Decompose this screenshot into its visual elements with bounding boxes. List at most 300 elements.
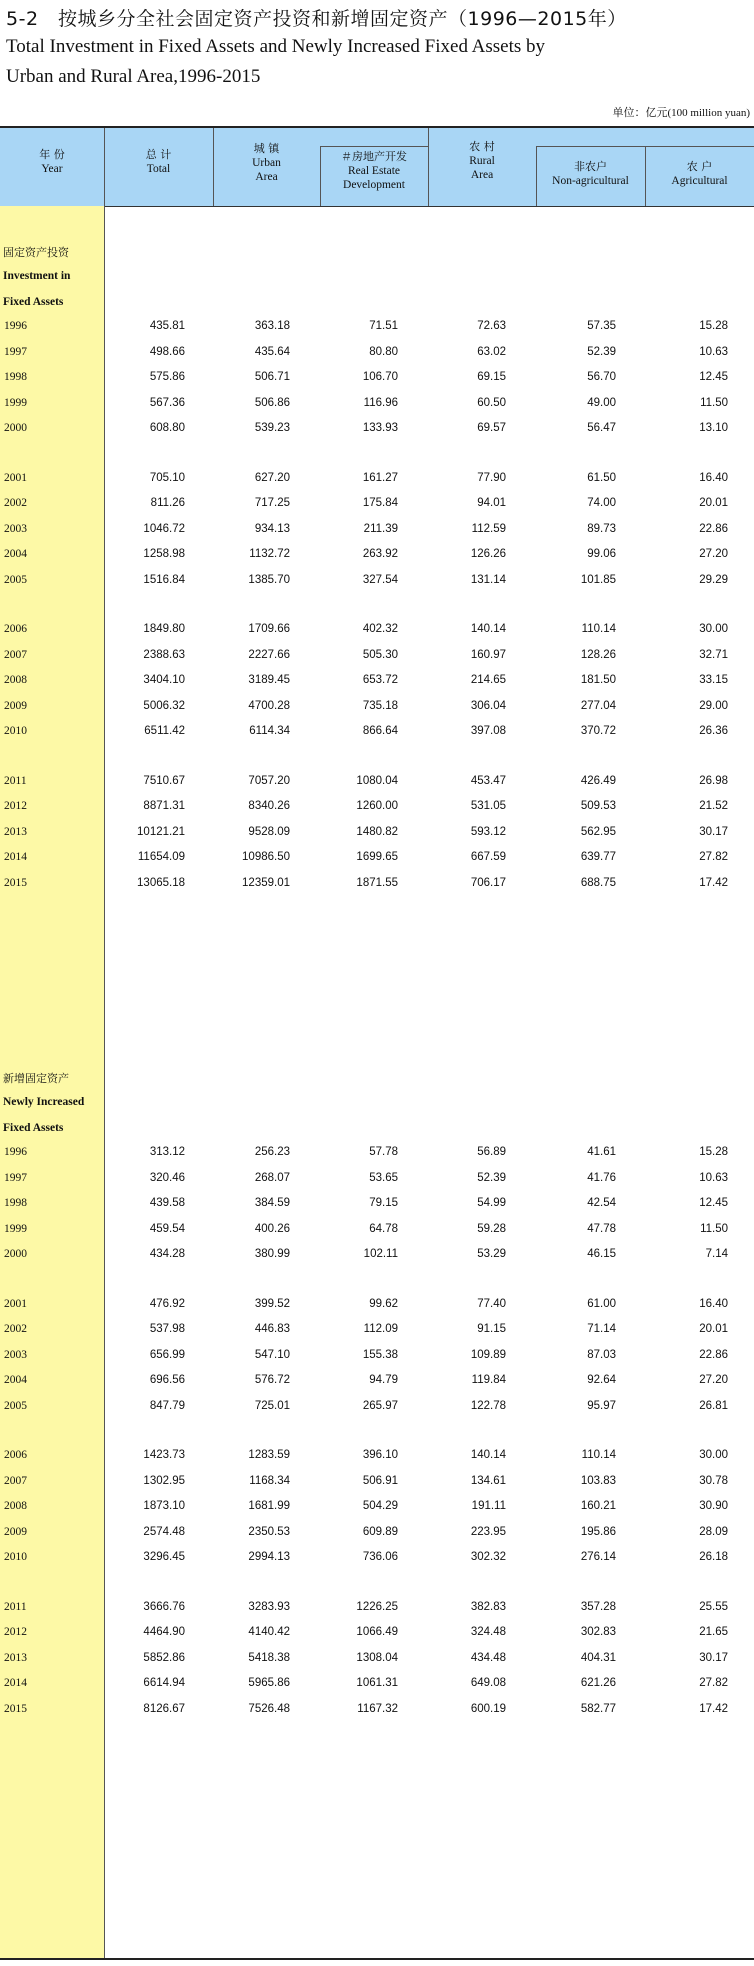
value-real-estate: 64.78	[369, 1222, 398, 1235]
value-rural: 140.14	[470, 623, 506, 635]
value-real-estate: 102.11	[363, 1248, 398, 1260]
row-year: 2007	[4, 1474, 27, 1487]
value-total: 3666.76	[143, 1600, 185, 1613]
value-real-estate: 396.10	[362, 1449, 398, 1461]
value-real-estate: 736.06	[362, 1551, 398, 1563]
table-title-cn: 5-2 按城乡分全社会固定资产投资和新增固定资产（1996—2015年）	[6, 8, 627, 30]
value-real-estate: 265.97	[362, 1399, 398, 1412]
value-non-agricultural: 52.39	[587, 345, 616, 358]
value-total: 1302.95	[143, 1474, 185, 1487]
value-real-estate: 1699.65	[356, 851, 398, 863]
value-agricultural: 26.36	[699, 725, 728, 737]
section-label-cn: 新增固定资产	[3, 1072, 69, 1085]
row-year: 2010	[4, 725, 27, 737]
value-agricultural: 22.86	[699, 522, 728, 535]
value-total: 1849.80	[143, 623, 185, 635]
table-row	[0, 1626, 754, 1644]
value-non-agricultural: 110.14	[581, 623, 616, 635]
row-year: 2015	[4, 1702, 27, 1715]
value-urban: 2350.53	[248, 1525, 290, 1538]
value-urban: 1132.72	[249, 548, 290, 560]
value-total: 811.26	[150, 497, 185, 509]
table-row	[0, 574, 754, 592]
row-year: 2003	[4, 522, 27, 535]
value-rural: 112.59	[471, 522, 506, 535]
header-subdivider	[320, 146, 428, 147]
value-urban: 3283.93	[248, 1600, 290, 1613]
value-non-agricultural: 61.00	[587, 1297, 616, 1310]
value-total: 1423.73	[143, 1449, 185, 1461]
value-real-estate: 99.62	[369, 1297, 398, 1310]
header-year: 年 份 Year	[39, 148, 65, 175]
value-total: 1258.98	[143, 548, 185, 560]
value-urban: 12359.01	[242, 876, 290, 889]
year-column-divider	[104, 206, 105, 1958]
table-row	[0, 1298, 754, 1316]
value-total: 10121.21	[137, 825, 185, 838]
value-non-agricultural: 57.35	[587, 320, 616, 332]
value-agricultural: 11.50	[700, 396, 728, 409]
row-year: 2008	[4, 674, 27, 686]
value-non-agricultural: 71.14	[587, 1323, 616, 1335]
value-rural: 59.28	[477, 1222, 506, 1235]
row-year: 1996	[4, 320, 27, 332]
value-urban: 2227.66	[248, 648, 290, 661]
table-row	[0, 775, 754, 793]
table-row	[0, 700, 754, 718]
value-real-estate: 112.09	[363, 1323, 398, 1335]
value-real-estate: 402.32	[362, 623, 398, 635]
value-non-agricultural: 89.73	[587, 522, 616, 535]
value-total: 696.56	[149, 1374, 185, 1386]
row-year: 2013	[4, 825, 27, 838]
value-rural: 649.08	[470, 1677, 506, 1689]
value-non-agricultural: 56.70	[587, 371, 616, 383]
value-rural: 324.48	[470, 1626, 506, 1638]
header-total: 总 计 Total	[145, 148, 172, 175]
value-rural: 56.89	[477, 1146, 506, 1158]
value-agricultural: 30.17	[699, 825, 728, 838]
value-real-estate: 1480.82	[356, 825, 398, 838]
value-urban: 4140.42	[248, 1626, 290, 1638]
section-label-en: Fixed Assets	[3, 296, 64, 308]
value-agricultural: 15.28	[699, 320, 728, 332]
value-urban: 5965.86	[248, 1677, 290, 1689]
value-total: 476.92	[149, 1297, 185, 1310]
value-total: 847.79	[149, 1399, 185, 1412]
value-rural: 122.78	[470, 1399, 506, 1412]
value-total: 537.98	[149, 1323, 185, 1335]
table-row	[0, 1146, 754, 1164]
value-agricultural: 10.63	[699, 345, 728, 358]
value-rural: 434.48	[470, 1651, 506, 1664]
value-total: 320.46	[149, 1171, 185, 1184]
value-total: 6614.94	[143, 1677, 185, 1689]
value-real-estate: 1260.00	[356, 800, 398, 812]
value-total: 13065.18	[137, 876, 185, 889]
table-row	[0, 1500, 754, 1518]
header-subdivider	[536, 146, 754, 147]
table-row	[0, 472, 754, 490]
value-non-agricultural: 509.53	[580, 800, 616, 812]
row-year: 2007	[4, 648, 27, 661]
value-urban: 380.99	[254, 1248, 290, 1260]
table-row	[0, 497, 754, 515]
value-non-agricultural: 404.31	[580, 1651, 616, 1664]
value-urban: 4700.28	[248, 699, 290, 712]
value-agricultural: 29.00	[699, 699, 728, 712]
value-real-estate: 1308.04	[356, 1651, 398, 1664]
value-agricultural: 13.10	[699, 422, 728, 434]
value-real-estate: 653.72	[362, 674, 398, 686]
value-rural: 667.59	[470, 851, 506, 863]
value-total: 575.86	[149, 371, 185, 383]
value-urban: 539.23	[254, 422, 290, 434]
value-rural: 119.84	[471, 1374, 506, 1386]
value-real-estate: 79.15	[369, 1197, 398, 1209]
row-year: 2003	[4, 1348, 27, 1361]
row-year: 2005	[4, 1399, 27, 1412]
table-row	[0, 674, 754, 692]
row-year: 2002	[4, 497, 27, 509]
value-rural: 223.95	[470, 1525, 506, 1538]
row-year: 1997	[4, 345, 27, 358]
table-row	[0, 877, 754, 895]
table-row	[0, 800, 754, 818]
value-total: 434.28	[149, 1248, 185, 1260]
value-non-agricultural: 99.06	[587, 548, 616, 560]
value-real-estate: 133.93	[362, 422, 398, 434]
value-total: 2388.63	[143, 648, 185, 661]
row-year: 2010	[4, 1551, 27, 1563]
value-rural: 453.47	[470, 774, 506, 787]
value-agricultural: 11.50	[700, 1222, 728, 1235]
value-rural: 706.17	[470, 876, 506, 889]
row-year: 2014	[4, 1677, 27, 1689]
row-year: 1997	[4, 1171, 27, 1184]
value-total: 705.10	[149, 471, 185, 484]
value-non-agricultural: 621.26	[580, 1677, 616, 1689]
value-urban: 7526.48	[248, 1702, 290, 1715]
row-year: 2004	[4, 1374, 27, 1386]
value-urban: 725.01	[254, 1399, 290, 1412]
value-agricultural: 29.29	[699, 573, 728, 586]
value-real-estate: 53.65	[369, 1171, 398, 1184]
value-urban: 8340.26	[248, 800, 290, 812]
value-real-estate: 211.39	[363, 522, 398, 535]
value-real-estate: 1080.04	[356, 774, 398, 787]
value-non-agricultural: 357.28	[580, 1600, 616, 1613]
value-agricultural: 26.81	[699, 1399, 728, 1412]
row-year: 2011	[4, 774, 27, 787]
table-row	[0, 649, 754, 667]
value-total: 656.99	[149, 1348, 185, 1361]
value-agricultural: 16.40	[699, 1297, 728, 1310]
value-total: 3404.10	[143, 674, 185, 686]
value-real-estate: 609.89	[362, 1525, 398, 1538]
value-real-estate: 1871.55	[356, 876, 398, 889]
value-total: 1873.10	[143, 1500, 185, 1512]
row-year: 1999	[4, 396, 27, 409]
table-row	[0, 1172, 754, 1190]
value-non-agricultural: 41.76	[587, 1171, 616, 1184]
row-year: 2009	[4, 1525, 27, 1538]
value-agricultural: 20.01	[699, 497, 728, 509]
value-rural: 131.14	[470, 573, 506, 586]
unit-en: (100 million yuan)	[667, 107, 750, 119]
table-row	[0, 1703, 754, 1721]
value-urban: 717.25	[254, 497, 290, 509]
table-row	[0, 623, 754, 641]
value-non-agricultural: 195.86	[580, 1525, 616, 1538]
value-agricultural: 27.82	[699, 851, 728, 863]
value-non-agricultural: 101.85	[580, 573, 616, 586]
value-urban: 363.18	[254, 320, 290, 332]
value-urban: 576.72	[254, 1374, 290, 1386]
row-year: 1996	[4, 1146, 27, 1158]
value-rural: 600.19	[470, 1702, 506, 1715]
value-urban: 3189.45	[248, 674, 290, 686]
row-year: 2004	[4, 548, 27, 560]
value-non-agricultural: 302.83	[580, 1626, 616, 1638]
value-real-estate: 106.70	[362, 371, 398, 383]
table-row	[0, 1526, 754, 1544]
value-agricultural: 17.42	[699, 1702, 728, 1715]
value-urban: 5418.38	[248, 1651, 290, 1664]
unit-note	[613, 104, 751, 120]
value-total: 608.80	[149, 422, 185, 434]
value-total: 498.66	[149, 345, 185, 358]
value-total: 3296.45	[143, 1551, 185, 1563]
table-row	[0, 346, 754, 364]
value-agricultural: 30.90	[699, 1500, 728, 1512]
value-urban: 384.59	[254, 1197, 290, 1209]
value-non-agricultural: 74.00	[587, 497, 616, 509]
value-non-agricultural: 582.77	[580, 1702, 616, 1715]
value-rural: 53.29	[477, 1248, 506, 1260]
value-total: 6511.42	[144, 725, 185, 737]
value-urban: 399.52	[254, 1297, 290, 1310]
value-urban: 1681.99	[248, 1500, 290, 1512]
table-row	[0, 548, 754, 566]
value-rural: 382.83	[470, 1600, 506, 1613]
value-non-agricultural: 562.95	[580, 825, 616, 838]
value-real-estate: 506.91	[362, 1474, 398, 1487]
value-real-estate: 80.80	[369, 345, 398, 358]
value-rural: 69.15	[477, 371, 506, 383]
value-rural: 134.61	[470, 1474, 506, 1487]
header-urban: 城 镇 Urban Area	[252, 142, 281, 183]
row-year: 2012	[4, 800, 27, 812]
value-rural: 140.14	[470, 1449, 506, 1461]
table-row	[0, 1197, 754, 1215]
row-year: 2000	[4, 1248, 27, 1260]
value-rural: 63.02	[477, 345, 506, 358]
value-urban: 9528.09	[248, 825, 290, 838]
value-non-agricultural: 103.83	[580, 1474, 616, 1487]
value-agricultural: 27.20	[699, 1374, 728, 1386]
value-non-agricultural: 87.03	[587, 1348, 616, 1361]
value-urban: 2994.13	[248, 1551, 290, 1563]
row-year: 2001	[4, 471, 27, 484]
value-total: 2574.48	[143, 1525, 185, 1538]
section-label-en: Fixed Assets	[3, 1122, 64, 1134]
table-row	[0, 1449, 754, 1467]
value-urban: 6114.34	[249, 725, 290, 737]
section-label-cn: 固定资产投资	[3, 246, 69, 259]
table-row	[0, 1400, 754, 1418]
value-total: 567.36	[149, 396, 185, 409]
row-year: 2015	[4, 876, 27, 889]
row-year: 2000	[4, 422, 27, 434]
table-row	[0, 1223, 754, 1241]
value-urban: 256.23	[254, 1146, 290, 1158]
row-year: 1998	[4, 1197, 27, 1209]
value-agricultural: 10.63	[699, 1171, 728, 1184]
value-urban: 547.10	[254, 1348, 290, 1361]
value-rural: 72.63	[477, 320, 506, 332]
value-rural: 302.32	[470, 1551, 506, 1563]
value-rural: 54.99	[477, 1197, 506, 1209]
row-year: 1998	[4, 371, 27, 383]
value-real-estate: 71.51	[369, 320, 398, 332]
table-row	[0, 422, 754, 440]
value-non-agricultural: 370.72	[580, 725, 616, 737]
value-real-estate: 1061.31	[356, 1677, 398, 1689]
value-urban: 446.83	[254, 1323, 290, 1335]
value-rural: 306.04	[470, 699, 506, 712]
value-rural: 191.11	[471, 1500, 506, 1512]
header-non-agricultural: 非农户 Non-agricultural	[552, 160, 629, 187]
value-rural: 91.15	[477, 1323, 506, 1335]
header-agricultural: 农 户 Agricultural	[671, 160, 728, 187]
value-real-estate: 505.30	[362, 648, 398, 661]
row-year: 2002	[4, 1323, 27, 1335]
value-agricultural: 21.52	[699, 800, 728, 812]
value-urban: 400.26	[254, 1222, 290, 1235]
value-total: 8126.67	[143, 1702, 185, 1715]
value-agricultural: 26.18	[699, 1551, 728, 1563]
value-real-estate: 1167.32	[357, 1702, 398, 1715]
value-urban: 1709.66	[248, 623, 290, 635]
value-rural: 77.90	[477, 471, 506, 484]
value-real-estate: 504.29	[362, 1500, 398, 1512]
value-rural: 77.40	[477, 1297, 506, 1310]
value-rural: 126.26	[470, 548, 506, 560]
value-non-agricultural: 276.14	[580, 1551, 616, 1563]
value-total: 313.12	[149, 1146, 185, 1158]
value-real-estate: 57.78	[369, 1146, 398, 1158]
value-agricultural: 30.78	[699, 1474, 728, 1487]
value-agricultural: 30.00	[699, 1449, 728, 1461]
value-non-agricultural: 181.50	[580, 674, 616, 686]
value-agricultural: 27.82	[699, 1677, 728, 1689]
value-real-estate: 1066.49	[356, 1626, 398, 1638]
value-urban: 1168.34	[249, 1474, 290, 1487]
table-row	[0, 1323, 754, 1341]
value-agricultural: 12.45	[699, 371, 728, 383]
value-real-estate: 866.64	[362, 725, 398, 737]
value-agricultural: 28.09	[699, 1525, 728, 1538]
value-non-agricultural: 47.78	[587, 1222, 616, 1235]
row-year: 2008	[4, 1500, 27, 1512]
table-title-en-line1: Total Investment in Fixed Assets and Newly Increased Fixed Assets by	[6, 36, 546, 57]
value-rural: 593.12	[470, 825, 506, 838]
table-row	[0, 1551, 754, 1569]
header-rural: 农 村 Rural Area	[469, 140, 495, 181]
table-row	[0, 725, 754, 743]
value-agricultural: 17.42	[699, 876, 728, 889]
value-urban: 7057.20	[248, 774, 290, 787]
value-rural: 160.97	[470, 648, 506, 661]
value-non-agricultural: 160.21	[580, 1500, 616, 1512]
table-row	[0, 1349, 754, 1367]
value-non-agricultural: 95.97	[587, 1399, 616, 1412]
table-row	[0, 523, 754, 541]
value-urban: 934.13	[254, 522, 290, 535]
value-agricultural: 16.40	[699, 471, 728, 484]
value-non-agricultural: 42.54	[587, 1197, 616, 1209]
value-agricultural: 30.00	[699, 623, 728, 635]
value-urban: 506.86	[254, 396, 290, 409]
value-rural: 52.39	[477, 1171, 506, 1184]
value-urban: 1283.59	[248, 1449, 290, 1461]
value-total: 7510.67	[143, 774, 185, 787]
value-rural: 109.89	[470, 1348, 506, 1361]
value-urban: 435.64	[254, 345, 290, 358]
value-real-estate: 327.54	[362, 573, 398, 586]
row-year: 2006	[4, 623, 27, 635]
value-real-estate: 263.92	[362, 548, 398, 560]
value-total: 11654.09	[137, 851, 185, 863]
value-agricultural: 7.14	[705, 1248, 728, 1260]
row-year: 2011	[4, 1600, 27, 1613]
value-non-agricultural: 128.26	[580, 648, 616, 661]
value-total: 435.81	[149, 320, 185, 332]
table-row	[0, 851, 754, 869]
header-real-estate: ＃房地产开发 Real Estate Development	[341, 150, 407, 191]
row-year: 2005	[4, 573, 27, 586]
value-agricultural: 33.15	[699, 674, 728, 686]
value-agricultural: 15.28	[699, 1146, 728, 1158]
row-year: 2013	[4, 1651, 27, 1664]
value-non-agricultural: 41.61	[587, 1146, 616, 1158]
value-total: 4464.90	[143, 1626, 185, 1638]
value-agricultural: 30.17	[699, 1651, 728, 1664]
value-total: 439.58	[149, 1197, 185, 1209]
value-real-estate: 175.84	[362, 497, 398, 509]
value-total: 8871.31	[143, 800, 185, 812]
table-row	[0, 1475, 754, 1493]
value-agricultural: 12.45	[699, 1197, 728, 1209]
unit-cn: 单位：亿元	[612, 106, 668, 119]
value-real-estate: 161.27	[362, 471, 398, 484]
value-non-agricultural: 92.64	[587, 1374, 616, 1386]
value-rural: 69.57	[477, 422, 506, 434]
row-year: 2009	[4, 699, 27, 712]
value-non-agricultural: 277.04	[580, 699, 616, 712]
value-non-agricultural: 639.77	[580, 851, 616, 863]
section-label-en: Investment in	[3, 270, 71, 282]
value-urban: 627.20	[254, 471, 290, 484]
value-rural: 397.08	[470, 725, 506, 737]
row-year: 2001	[4, 1297, 27, 1310]
table-row	[0, 826, 754, 844]
value-total: 1516.84	[143, 573, 185, 586]
value-total: 5006.32	[143, 699, 185, 712]
value-rural: 60.50	[477, 396, 506, 409]
value-non-agricultural: 61.50	[587, 471, 616, 484]
